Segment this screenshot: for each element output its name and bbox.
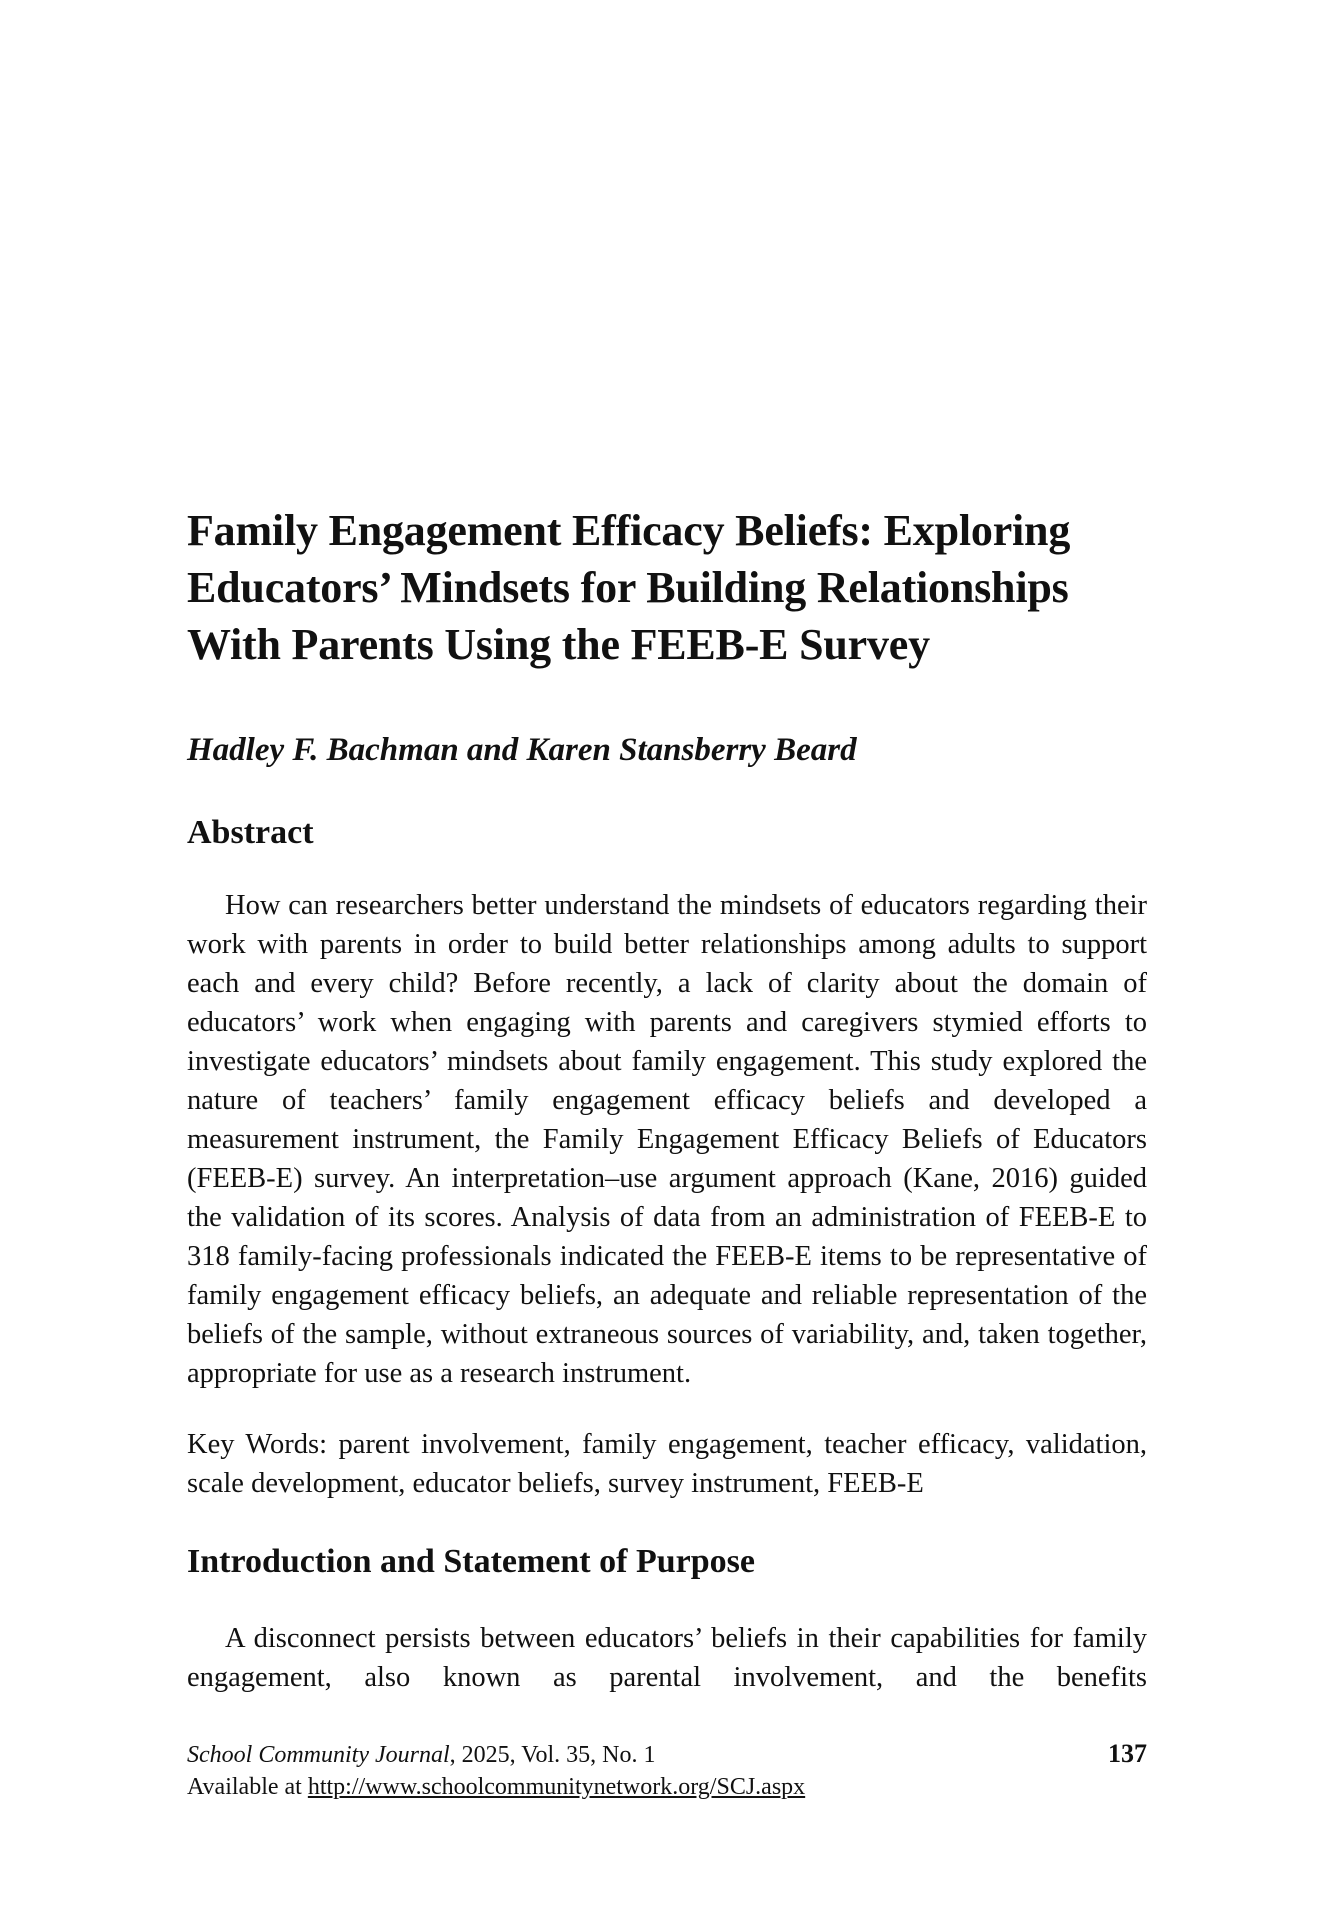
footer-citation-row	[187, 1738, 1147, 1771]
article-authors: Hadley F. Bachman and Karen Stansberry Beard	[187, 732, 857, 768]
introduction-heading: Introduction and Statement of Purpose	[187, 1543, 755, 1580]
journal-citation	[187, 1739, 655, 1771]
introduction-text: A disconnect persists between educators’ beliefs in their capabilities for family engagement, also known as parental involvement, and the benefits	[187, 1623, 1147, 1693]
availability-prefix: Available at	[187, 1774, 308, 1800]
journal-volume: , 2025, Vol. 35, No. 1	[449, 1742, 656, 1768]
article-title: Family Engagement Efficacy Beliefs: Exploring Educators’ Mindsets for Building Relationships With Parents Using the FEEB-E Survey	[187, 506, 1071, 669]
footer-availability	[187, 1771, 1147, 1803]
page-footer	[187, 1738, 1147, 1803]
abstract-heading: Abstract	[187, 814, 314, 851]
keywords: Key Words: parent involvement, family engagement, teacher efficacy, validation, scale development, educator beliefs, survey instrument, FEEB-E	[187, 1429, 1147, 1499]
journal-url-link[interactable]: http://www.schoolcommunitynetwork.org/SCJ.aspx	[307, 1774, 806, 1800]
page-number: 137	[1108, 1739, 1147, 1768]
abstract-text: How can researchers better understand the mindsets of educators regarding their work with parents in order to build better relationships among adults to support each and every child? Before recently, a lack of clarity about the domain of educators’ work when engaging with parents and caregivers stymied efforts to investigate educators’ mindsets about family engagement. This study explored the nature of teachers’ family engagement efficacy beliefs and developed a measurement instrument, the Family Engagement Efficacy Beliefs of Educators (FEEB-E) survey. An interpretation–use argument approach (Kane, 2016) guided the validation of its scores. Analysis of data from an administration of FEEB-E to 318 family-facing professionals indicated the FEEB-E items to be representative of family engagement efficacy beliefs, an adequate and reliable representation of the beliefs of the sample, without extraneous sources of variability, and, taken together, appropriate for use as a research instrument.	[187, 890, 1147, 1389]
journal-name: School Community Journal	[187, 1742, 450, 1768]
article-content	[187, 502, 1147, 1697]
